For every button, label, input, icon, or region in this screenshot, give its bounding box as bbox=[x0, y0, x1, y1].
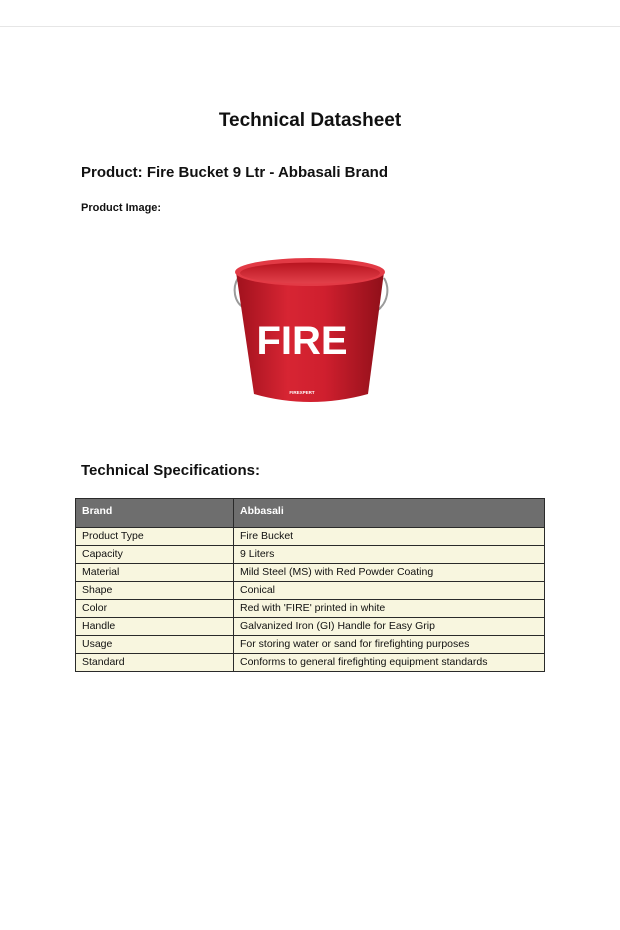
spec-value: Red with 'FIRE' printed in white bbox=[234, 600, 545, 618]
table-row bbox=[76, 564, 545, 582]
bucket-brand-mark: FIREXPERT bbox=[289, 390, 315, 395]
table-row bbox=[76, 618, 545, 636]
table-row bbox=[76, 654, 545, 672]
table-row bbox=[76, 546, 545, 564]
spec-label: Usage bbox=[76, 636, 234, 654]
spec-value: Conforms to general firefighting equipment standards bbox=[234, 654, 545, 672]
spec-label: Material bbox=[76, 564, 234, 582]
spec-value: For storing water or sand for firefighting purposes bbox=[234, 636, 545, 654]
spec-value: 9 Liters bbox=[234, 546, 545, 564]
table-row bbox=[76, 636, 545, 654]
table-header-row bbox=[76, 499, 545, 528]
product-image-label: Product Image: bbox=[81, 202, 162, 214]
table-header-cell: Abbasali bbox=[234, 499, 545, 528]
table-header-cell: Brand bbox=[76, 499, 234, 528]
bucket-print-text: FIRE bbox=[256, 319, 348, 363]
spec-value: Galvanized Iron (GI) Handle for Easy Grip bbox=[234, 618, 545, 636]
spec-label: Shape bbox=[76, 582, 234, 600]
spec-label: Product Type bbox=[76, 528, 234, 546]
table-row bbox=[76, 528, 545, 546]
spec-value: Fire Bucket bbox=[234, 528, 545, 546]
spec-label: Standard bbox=[76, 654, 234, 672]
product-heading: Product: Fire Bucket 9 Ltr - Abbasali Brand bbox=[81, 164, 388, 181]
spec-label: Capacity bbox=[76, 546, 234, 564]
spec-value: Mild Steel (MS) with Red Powder Coating bbox=[234, 564, 545, 582]
page-title: Technical Datasheet bbox=[218, 110, 402, 131]
table-row bbox=[76, 582, 545, 600]
spec-label: Handle bbox=[76, 618, 234, 636]
spec-label: Color bbox=[76, 600, 234, 618]
top-divider bbox=[0, 26, 620, 27]
spec-value: Conical bbox=[234, 582, 545, 600]
fire-bucket-image bbox=[224, 244, 396, 416]
specs-heading: Technical Specifications: bbox=[81, 462, 260, 479]
specs-table bbox=[75, 498, 545, 672]
table-row bbox=[76, 600, 545, 618]
